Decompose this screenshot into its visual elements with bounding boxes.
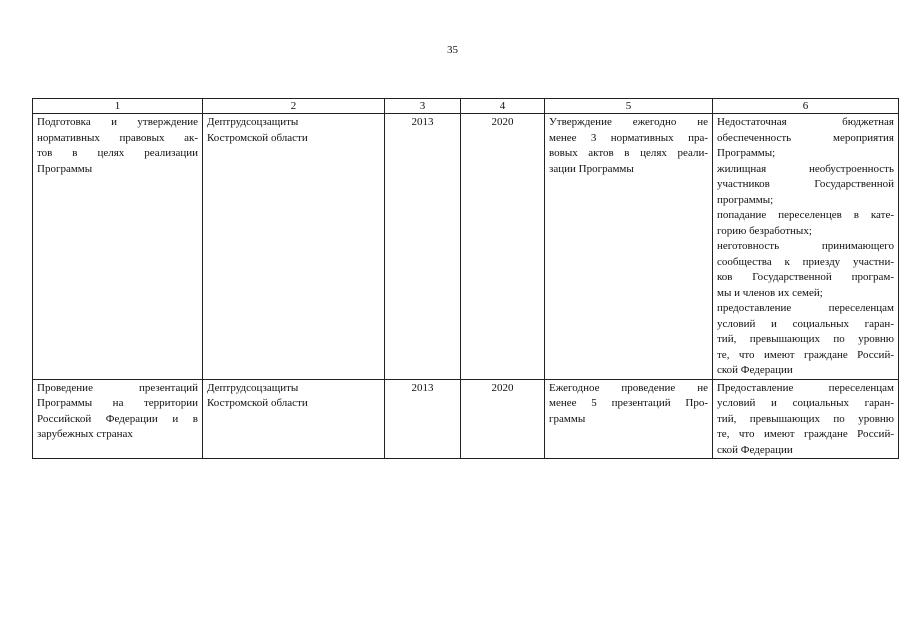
column-header-2: 2 <box>203 99 385 114</box>
activity-cell <box>33 114 203 380</box>
activity-line: нормативных правовых ак- <box>37 131 198 144</box>
risk-line: мы и членов их семей; <box>717 286 823 299</box>
risk-line: неготовность принимающего <box>717 240 894 252</box>
column-header-6: 6 <box>713 99 899 114</box>
executor-line: Костромской области <box>207 397 308 409</box>
risk-line: те, что имеют граждане Россий- <box>717 348 894 361</box>
risks-cell <box>713 114 899 380</box>
page-number: 35 <box>447 44 458 56</box>
risk-line: ков Государственной програм- <box>717 271 894 283</box>
result-line: Ежегодное проведение не <box>549 381 708 394</box>
risk-line: тий, превышающих по уровню <box>717 333 894 345</box>
risk-line: условий и социальных гаран- <box>717 317 894 330</box>
executor-line: Дептрудсоцзащиты <box>207 381 299 394</box>
activity-line: Проведение презентаций <box>37 381 198 394</box>
activity-line: Программы на территории <box>37 397 198 409</box>
executor-cell <box>203 379 385 459</box>
risk-line: попадание переселенцев в кате- <box>717 209 894 221</box>
table-header-row <box>33 99 899 114</box>
program-table <box>32 98 899 459</box>
risk-line: горию безработных; <box>717 224 812 237</box>
start-year-cell: 2013 <box>385 114 461 380</box>
activity-line: Подготовка и утверждение <box>37 116 198 128</box>
table-row <box>33 114 899 380</box>
column-header-3: 3 <box>385 99 461 114</box>
column-header-4: 4 <box>461 99 545 114</box>
risk-line: жилищная необустроенность <box>717 162 894 175</box>
activity-line: зарубежных странах <box>37 428 133 440</box>
risk-line: Программы; <box>717 147 776 159</box>
activity-line: Российской Федерации и в <box>37 412 198 425</box>
risk-line: Предоставление переселенцам <box>717 381 894 394</box>
risk-line: тий, превышающих по уровню <box>717 412 894 425</box>
result-cell <box>545 379 713 459</box>
executor-line: Дептрудсоцзащиты <box>207 116 299 128</box>
activity-line: Программы <box>37 162 93 175</box>
risk-line: предоставление переселенцам <box>717 302 894 314</box>
executor-line: Костромской области <box>207 131 308 144</box>
result-line: Утверждение ежегодно не <box>549 116 708 128</box>
activity-cell <box>33 379 203 459</box>
risk-line: обеспеченность мероприятия <box>717 131 894 144</box>
result-cell <box>545 114 713 380</box>
risk-line: ской Федерации <box>717 443 793 456</box>
column-header-5: 5 <box>545 99 713 114</box>
activity-line: тов в целях реализации <box>37 147 198 159</box>
risk-line: участников Государственной <box>717 178 894 190</box>
risks-cell <box>713 379 899 459</box>
end-year-cell: 2020 <box>461 114 545 380</box>
start-year-cell: 2013 <box>385 379 461 459</box>
risk-line: сообщества к приезду участни- <box>717 255 894 268</box>
executor-cell <box>203 114 385 380</box>
risk-line: те, что имеют граждане Россий- <box>717 428 894 440</box>
risk-line: Недостаточная бюджетная <box>717 116 894 128</box>
result-line: менее 5 презентаций Про- <box>549 397 708 409</box>
result-line: зации Программы <box>549 162 634 175</box>
risk-line: ской Федерации <box>717 364 793 376</box>
result-line: граммы <box>549 412 586 425</box>
result-line: менее 3 нормативных пра- <box>549 131 708 144</box>
risk-line: условий и социальных гаран- <box>717 397 894 409</box>
risk-line: программы; <box>717 193 774 206</box>
result-line: вовых актов в целях реали- <box>549 147 708 159</box>
column-header-1: 1 <box>33 99 203 114</box>
end-year-cell: 2020 <box>461 379 545 459</box>
table-row <box>33 379 899 459</box>
